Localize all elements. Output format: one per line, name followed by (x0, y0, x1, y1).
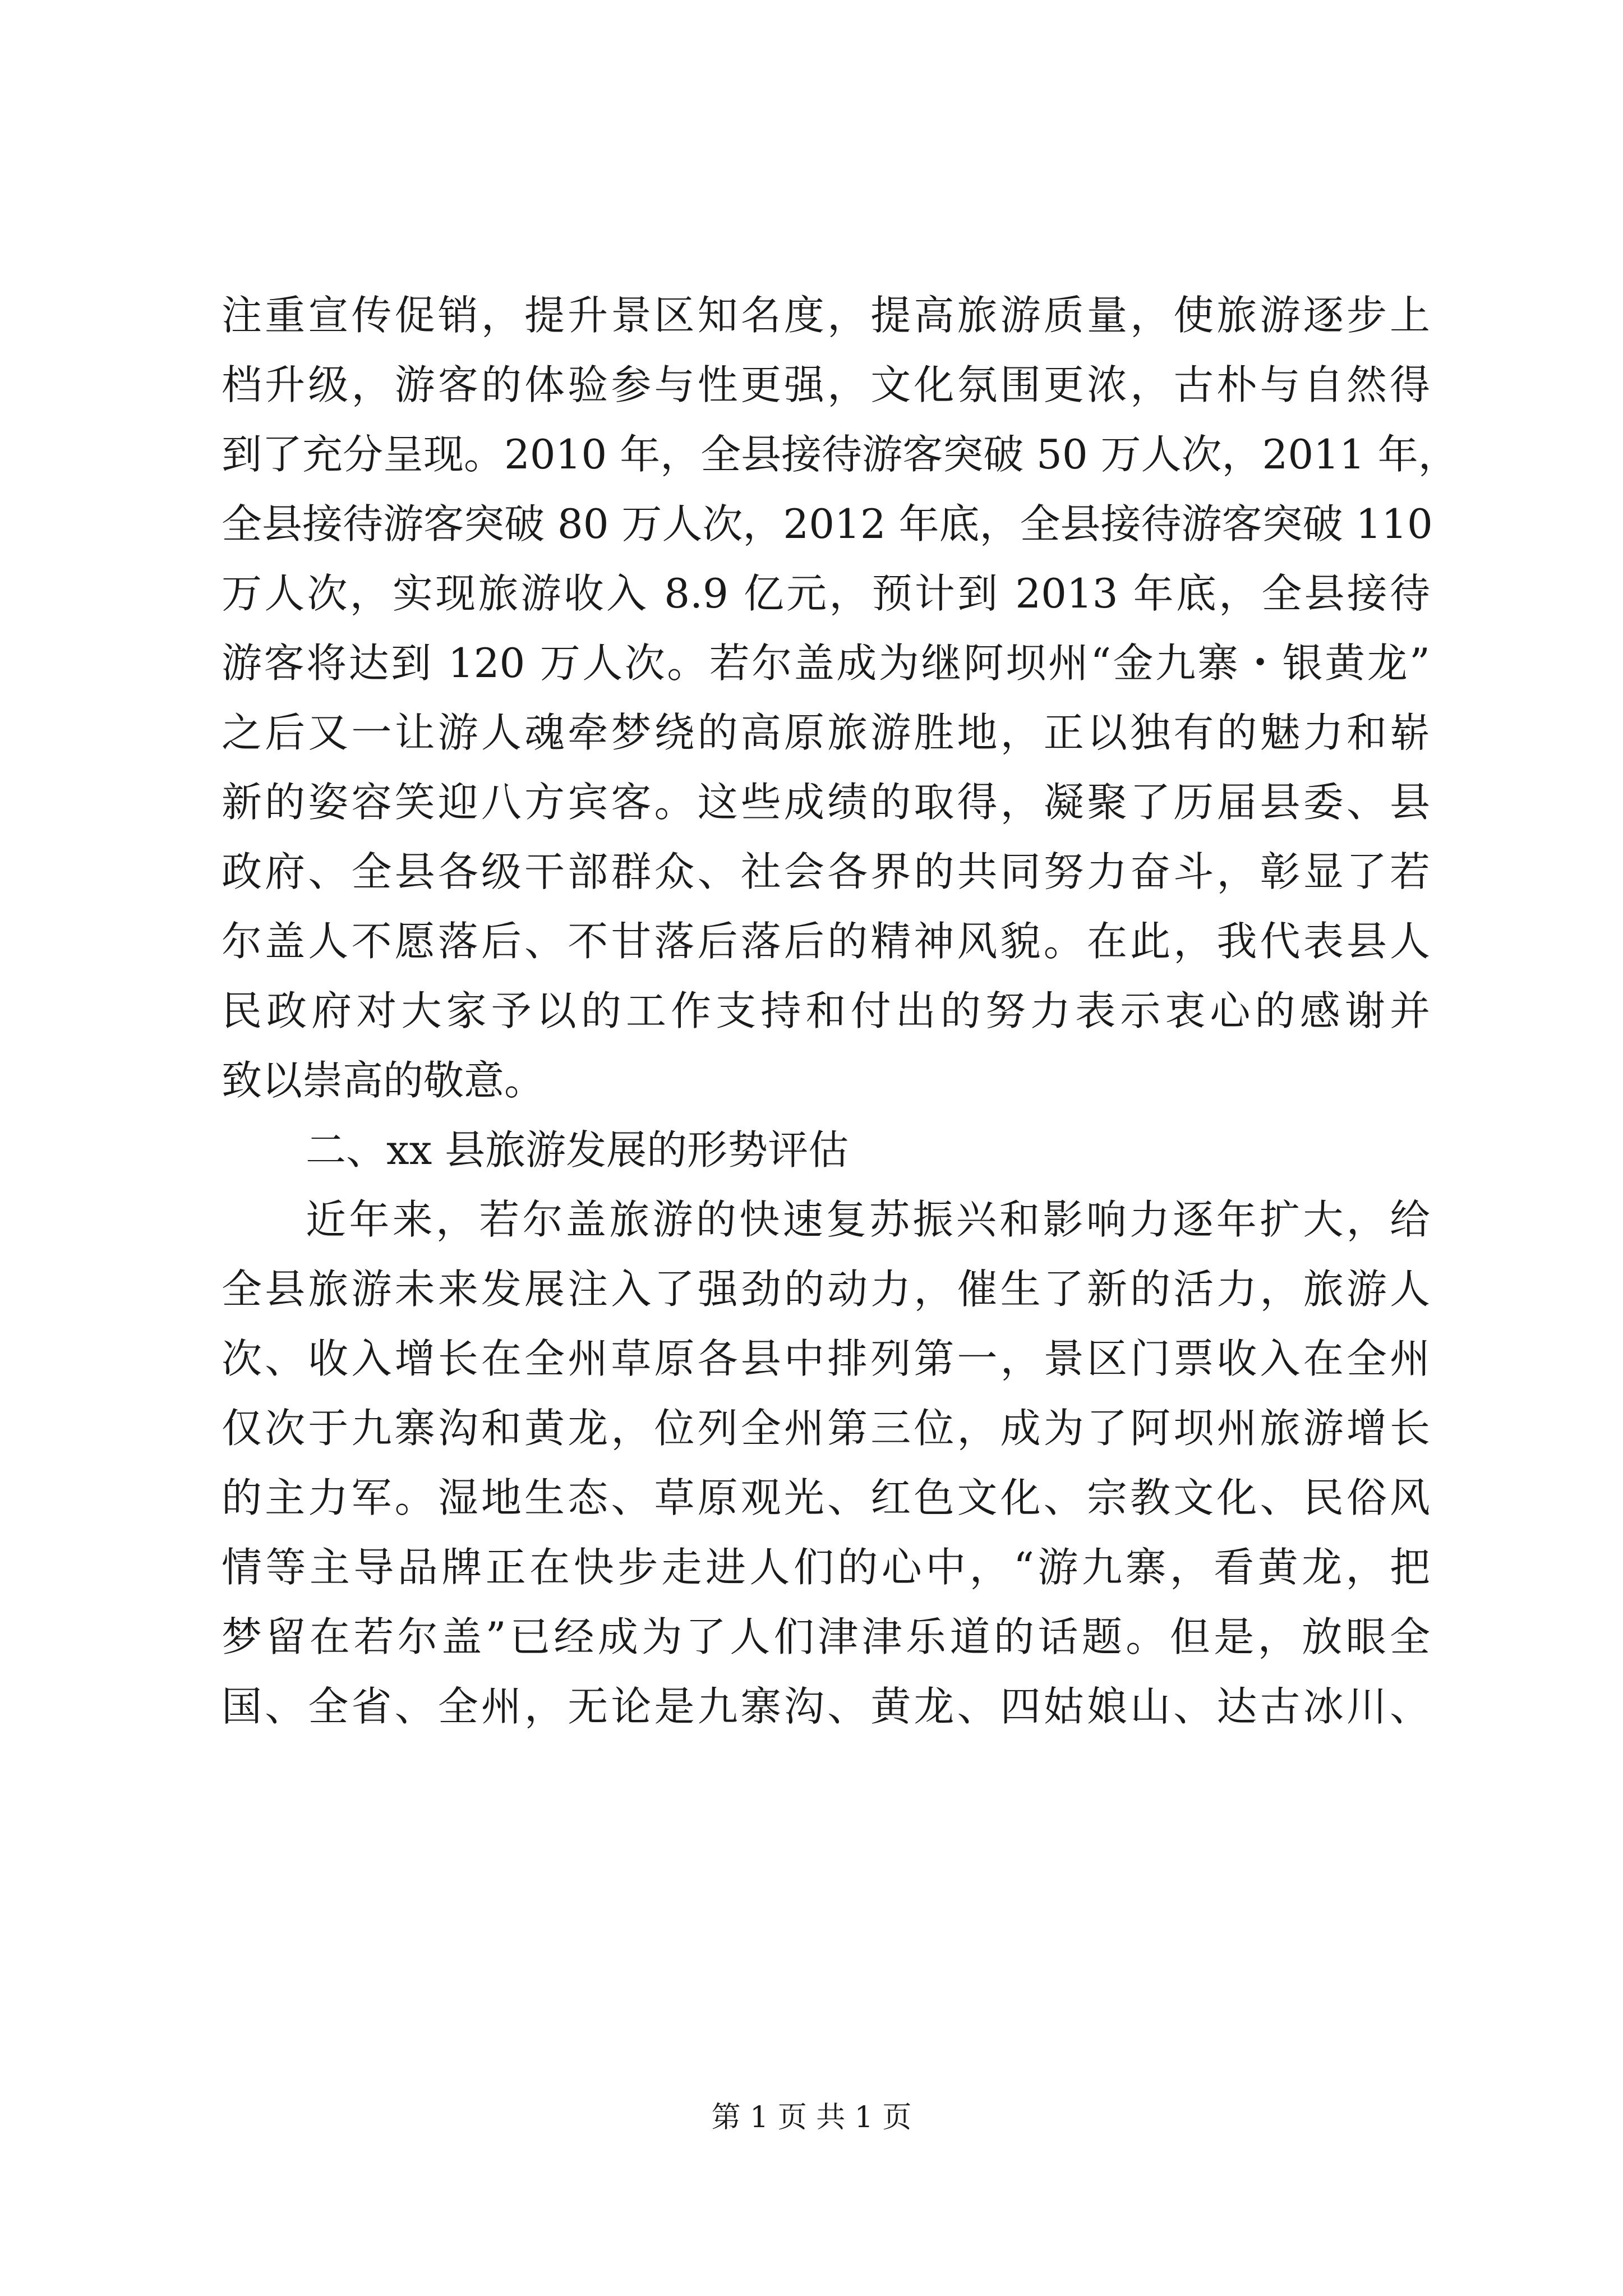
document-body (222, 280, 1459, 1741)
text-line: 注重宣传促销，提升景区知名度，提高旅游质量，使旅游逐步上 (222, 292, 1430, 339)
text-line: 尔盖人不愿落后、不甘落后落后的精神风貌。在此，我代表县人 (222, 918, 1430, 965)
text-line: 到了充分呈现。2010 年，全县接待游客突破 50 万人次，2011 年， (222, 431, 1459, 478)
text-line: 政府、全县各级干部群众、社会各界的共同努力奋斗，彰显了若 (222, 848, 1430, 895)
text-line: 情等主导品牌正在快步走进人们的心中，“游九寨，看黄龙，把 (222, 1544, 1430, 1591)
text-line: 梦留在若尔盖”已经成为了人们津津乐道的话题。但是，放眼全 (222, 1613, 1430, 1660)
text-line: 近年来，若尔盖旅游的快速复苏振兴和影响力逐年扩大，给 (306, 1196, 1430, 1243)
text-line: 民政府对大家予以的工作支持和付出的努力表示衷心的感谢并 (222, 987, 1430, 1034)
text-line: 国、全省、全州，无论是九寨沟、黄龙、四姑娘山、达古冰川、 (222, 1683, 1430, 1730)
page-number: 第 1 页 共 1 页 (711, 2101, 912, 2134)
text-line: 档升级，游客的体验参与性更强，文化氛围更浓，古朴与自然得 (222, 361, 1430, 408)
text-line: 的主力军。湿地生态、草原观光、红色文化、宗教文化、民俗风 (222, 1474, 1430, 1521)
text-line: 游客将达到 120 万人次。若尔盖成为继阿坝州“金九寨・银黄龙” (222, 639, 1430, 687)
text-line: 次、收入增长在全州草原各县中排列第一，景区门票收入在全州 (222, 1335, 1430, 1382)
text-line: 万人次，实现旅游收入 8.9 亿元，预计到 2013 年底，全县接待 (222, 570, 1430, 617)
text-line: 全县接待游客突破 80 万人次，2012 年底，全县接待游客突破 110 (222, 500, 1433, 547)
text-line: 全县旅游未来发展注入了强劲的动力，催生了新的活力，旅游人 (222, 1266, 1430, 1313)
section-heading: 二、xx 县旅游发展的形势评估 (306, 1126, 849, 1174)
page-footer (0, 2095, 1623, 2140)
text-line: 之后又一让游人魂牵梦绕的高原旅游胜地，正以独有的魅力和崭 (222, 709, 1430, 756)
text-line: 仅次于九寨沟和黄龙，位列全州第三位，成为了阿坝州旅游增长 (222, 1405, 1430, 1452)
text-line: 致以崇高的敬意。 (222, 1057, 545, 1104)
text-line: 新的姿容笑迎八方宾客。这些成绩的取得，凝聚了历届县委、县 (222, 779, 1430, 826)
